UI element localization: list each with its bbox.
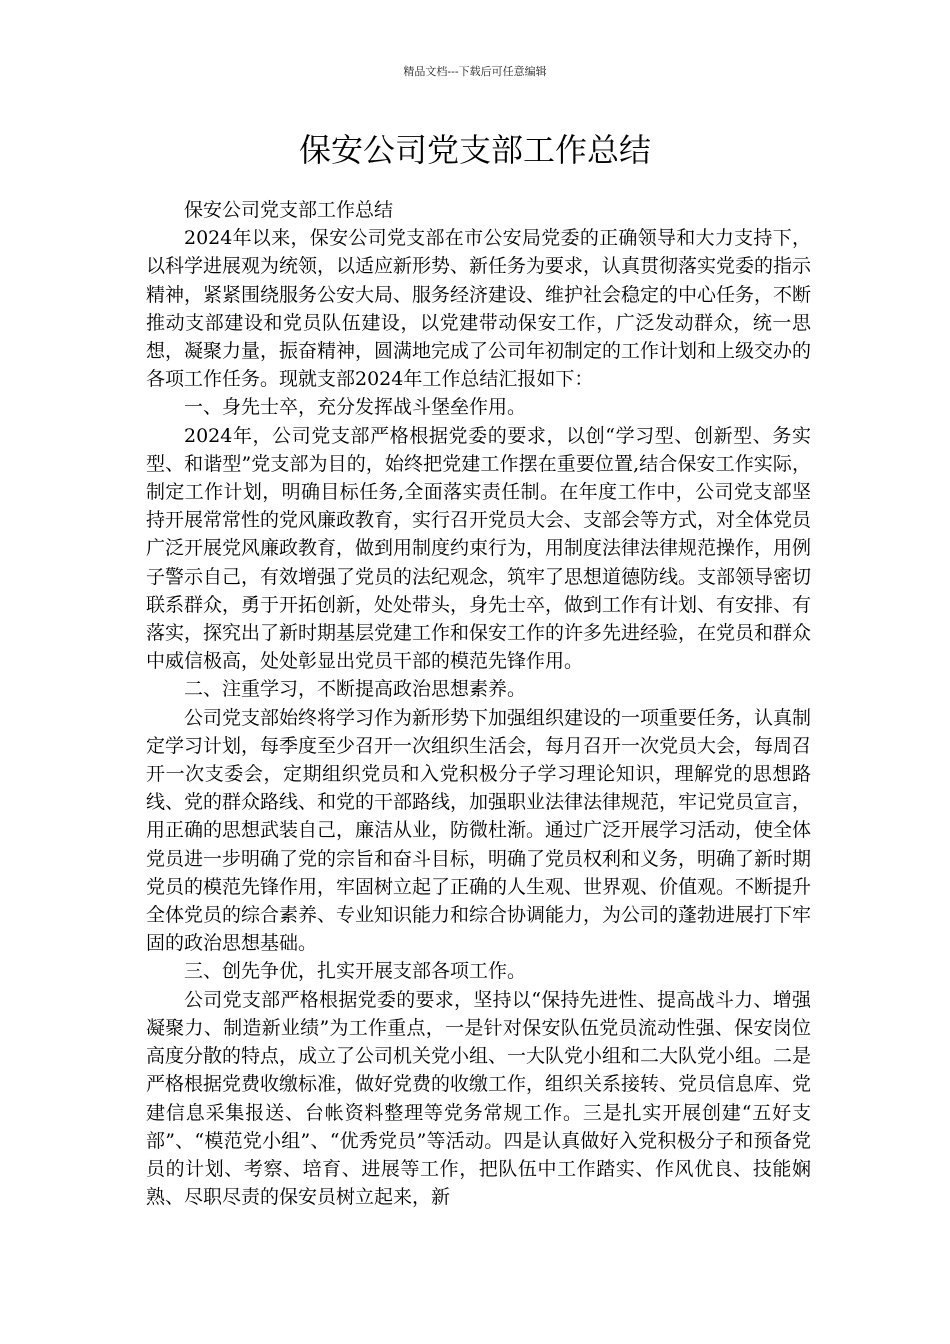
paragraph-intro: 2024年以来，保安公司党支部在市公安局党委的正确领导和大力支持下，以科学进展观为统领，以适应新形势、新任务为要求，认真贯彻落实党委的指示精神，紧紧围绕服务公安大局、服务经济建设、维护社会稳定的中心任务，不断推动支部建设和党员队伍建设，以党建带动保安工作，广泛发动群众，统一思想，凝聚力量，振奋精神，圆满地完成了公司年初制定的工作计划和上级交办的各项工作任务。现就支部2024年工作总结汇报如下： bbox=[146, 227, 812, 391]
paragraph-section-3: 公司党支部严格根据党委的要求，坚持以“保持先进性、提高战斗力、增强凝聚力、制造新业绩”为工作重点，一是针对保安队伍党员流动性强、保安岗位高度分散的特点，成立了公司机关党小组、一大队党小组和二大队党小组。二是严格根据党费收缴标准，做好党费的收缴工作，组织关系接转、党员信息库、党建信息采集报送、台帐资料整理等党务常规工作。三是扎实开展创建“五好支部”、“模范党小组”、“优秀党员”等活动。四是认真做好入党积极分子和预备党员的计划、考察、培育、进展等工作，把队伍中工作踏实、作风优良、技能娴熟、尽职尽责的保安员树立起来，新 bbox=[146, 988, 812, 1209]
section-heading-1: 一、身先士卒，充分发挥战斗堡垒作用。 bbox=[184, 396, 527, 419]
page-header: 精品文档---下载后可任意编辑 bbox=[403, 65, 547, 78]
paragraph-section-1: 2024年，公司党支部严格根据党委的要求，以创“学习型、创新型、务实型、和谐型”党支部为目的，始终把党建工作摆在重要位置,结合保安工作实际，制定工作计划，明确目标任务,全面落实责任制。在年度工作中，公司党支部坚持开展常常性的党风廉政教育，实行召开党员大会、支部会等方式，对全体党员广泛开展党风廉政教育，做到用制度约束行为，用制度法律法律规范操作，用例子警示自己，有效增强了党员的法纪观念，筑牢了思想道德防线。支部领导密切联系群众，勇于开拓创新，处处带头，身先士卒，做到工作有计划、有安排、有落实，探究出了新时期基层党建工作和保安工作的许多先进经验，在党员和群众中威信极高，处处彰显出党员干部的模范先锋作用。 bbox=[146, 424, 812, 673]
document-body bbox=[146, 196, 811, 1211]
section-heading-3: 三、创先争优，扎实开展支部各项工作。 bbox=[184, 960, 527, 983]
paragraph-subtitle: 保安公司党支部工作总结 bbox=[184, 199, 394, 221]
paragraph-section-2: 公司党支部始终将学习作为新形势下加强组织建设的一项重要任务，认真制定学习计划，每季度至少召开一次组织生活会，每月召开一次党员大会，每周召开一次支委会，定期组织党员和入党积极分子学习理论知识，理解党的思想路线、党的群众路线、和党的干部路线，加强职业法律法律规范，牢记党员宣言，用正确的思想武装自己，廉洁从业，防微杜渐。通过广泛开展学习活动，使全体党员进一步明确了党的宗旨和奋斗目标，明确了党员权利和义务，明确了新时期党员的模范先锋作用，牢固树立起了正确的人生观、世界观、价值观。不断提升全体党员的综合素养、专业知识能力和综合协调能力，为公司的蓬勃进展打下牢固的政治思想基础。 bbox=[146, 706, 812, 955]
section-heading-2: 二、注重学习，不断提高政治思想素养。 bbox=[184, 678, 527, 701]
document-title: 保安公司党支部工作总结 bbox=[298, 131, 651, 169]
